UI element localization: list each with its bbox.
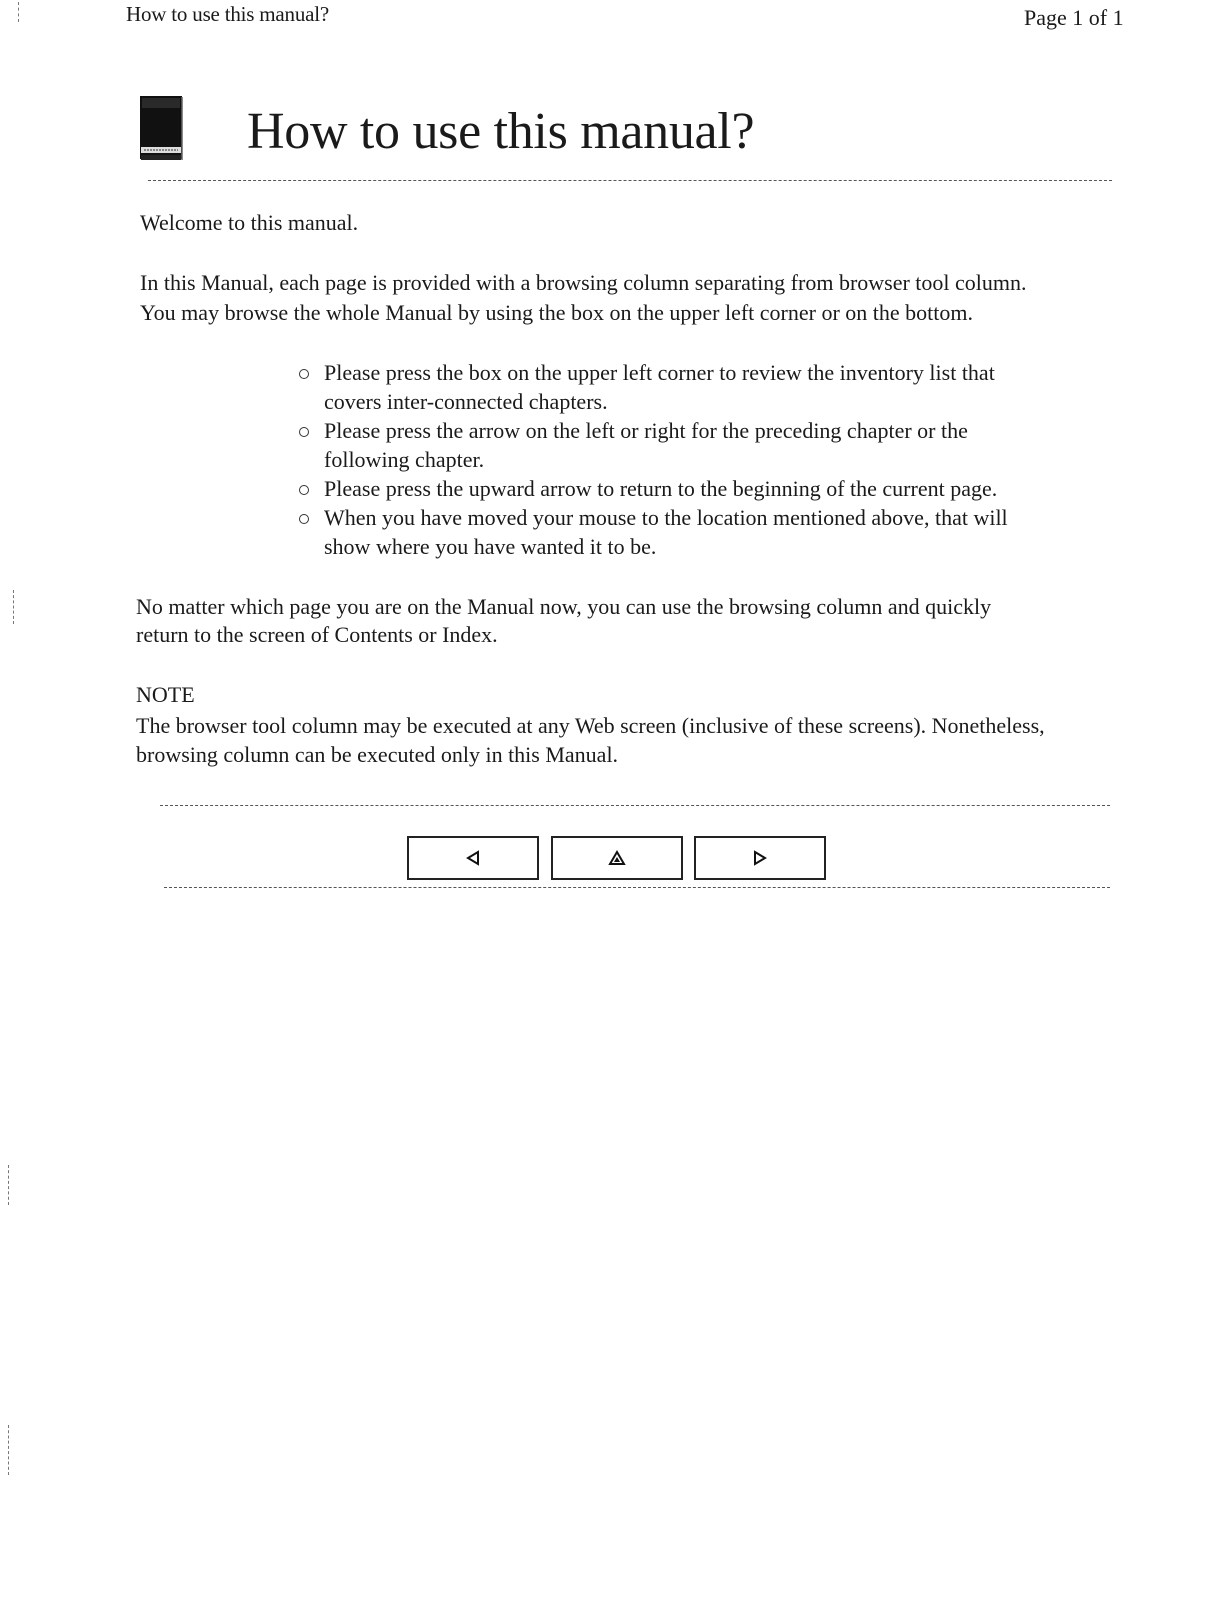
- note-body: [136, 711, 1136, 769]
- book-icon[interactable]: [138, 95, 185, 164]
- page-title: How to use this manual?: [247, 103, 755, 160]
- welcome-text: Welcome to this manual.: [140, 210, 359, 235]
- scan-margin-mark: [13, 590, 14, 624]
- page-number: Page 1 of 1: [1024, 5, 1124, 30]
- browsing-paragraph: [136, 593, 1136, 649]
- circle-bullet-icon: [299, 485, 309, 495]
- note-line: browsing column can be executed only in this Manual.: [136, 742, 619, 767]
- list-item: Please press the arrow on the left or right for the preceding chapter or the following chapter.: [296, 416, 1056, 474]
- paragraph-line: No matter which page you are on the Manual now, you can use the browsing column and quickly: [136, 594, 992, 619]
- list-item: Please press the upward arrow to return to the beginning of the current page.: [296, 474, 1056, 503]
- scan-margin-mark: [8, 1425, 9, 1475]
- intro-paragraph: [140, 268, 1140, 328]
- intro-line: You may browse the whole Manual by using the box on the upper left corner or on the bottom.: [140, 300, 974, 325]
- intro-line: In this Manual, each page is provided with a browsing column separating from browser tool column.: [140, 270, 1027, 295]
- list-item: When you have moved your mouse to the location mentioned above, that will show where you have wanted it to be.: [296, 503, 1056, 561]
- circle-bullet-icon: [299, 514, 309, 524]
- previous-chapter-button[interactable]: [407, 836, 539, 880]
- document-header-title: How to use this manual?: [126, 2, 330, 26]
- footer-divider-top: [160, 805, 1110, 806]
- circle-bullet-icon: [299, 369, 309, 379]
- scan-margin-mark: [18, 2, 19, 22]
- note-line: The browser tool column may be executed at any Web screen (inclusive of these screens). Nonetheless,: [136, 713, 1045, 738]
- next-chapter-button[interactable]: [694, 836, 826, 880]
- footer-divider-bottom: [164, 887, 1110, 888]
- paragraph-line: return to the screen of Contents or Index.: [136, 622, 498, 647]
- right-arrow-icon: [752, 850, 768, 866]
- list-item: Please press the box on the upper left corner to review the inventory list that covers inter-connected chapters.: [296, 358, 1056, 416]
- instruction-list: [296, 358, 1056, 561]
- circle-bullet-icon: [299, 427, 309, 437]
- left-arrow-icon: [465, 850, 481, 866]
- up-arrow-icon: [608, 850, 626, 866]
- scan-margin-mark: [8, 1165, 9, 1205]
- note-heading: NOTE: [136, 682, 195, 707]
- title-divider: [148, 180, 1112, 181]
- back-to-top-button[interactable]: [551, 836, 683, 880]
